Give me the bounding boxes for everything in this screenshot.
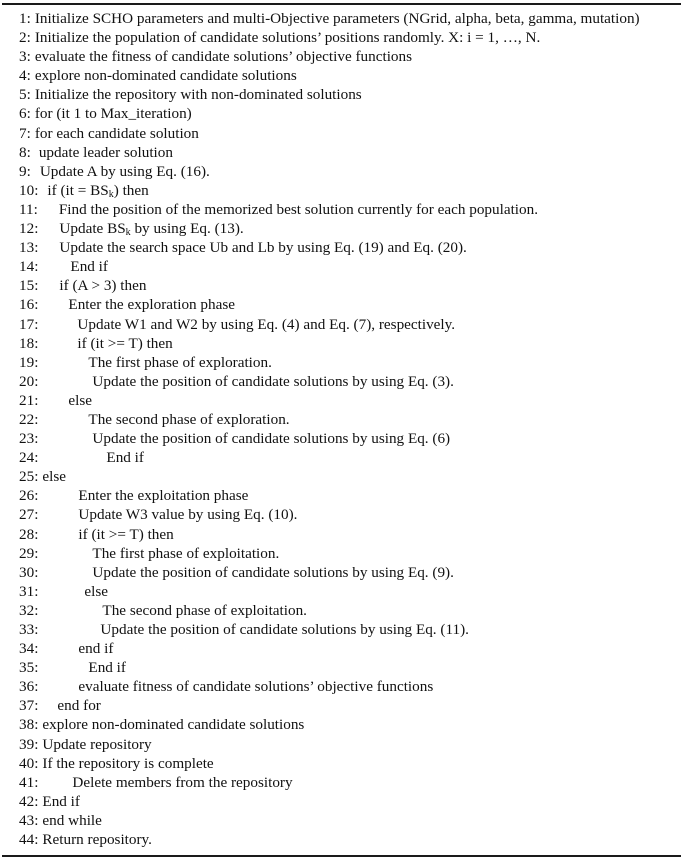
- line-statement: end for: [57, 697, 101, 715]
- algorithm-line: [19, 47, 679, 66]
- line-number: 34:: [19, 640, 39, 658]
- algorithm-line: [19, 544, 679, 563]
- line-statement: Initialize the repository with non-dominated solutions: [34, 86, 362, 104]
- line-statement: Update the position of candidate solutions by using Eq. (3).: [92, 372, 454, 390]
- line-number: 37:: [19, 697, 39, 715]
- algorithm-line: [19, 219, 679, 238]
- bottom-rule: [2, 855, 681, 857]
- algorithm-line: [19, 28, 679, 47]
- line-number: 24:: [19, 449, 39, 467]
- line-number: 3:: [19, 48, 31, 66]
- line-number: 10:: [19, 181, 39, 199]
- algorithm-line: [19, 448, 679, 467]
- line-statement: The first phase of exploration.: [88, 353, 272, 371]
- line-statement: end if: [78, 640, 114, 658]
- line-number: 7:: [19, 124, 31, 142]
- top-rule: [2, 3, 681, 5]
- line-text: [35, 86, 362, 103]
- algorithm-line: [19, 315, 679, 334]
- line-text: [78, 678, 433, 695]
- line-statement: Delete members from the repository: [72, 773, 293, 791]
- line-text: [92, 373, 454, 390]
- line-text: [59, 277, 146, 294]
- line-number: 20:: [19, 372, 39, 390]
- line-number: 18:: [19, 334, 39, 352]
- line-statement: The second phase of exploitation.: [102, 601, 307, 619]
- line-statement: Update repository: [42, 735, 152, 753]
- algorithm-line: [19, 677, 679, 696]
- line-statement: if (it >= T) then: [77, 334, 173, 352]
- line-text: [70, 258, 108, 275]
- algorithm-lines: [19, 9, 679, 849]
- line-statement: Update W1 and W2 by using Eq. (4) and Eq. (7), respectively.: [77, 315, 456, 333]
- line-number: 13:: [19, 239, 39, 257]
- line-number: 43:: [19, 811, 39, 829]
- line-number: 31:: [19, 582, 39, 600]
- line-statement: explore non-dominated candidate solutions: [34, 67, 297, 85]
- algorithm-line: [19, 792, 679, 811]
- line-statement: End if: [88, 659, 126, 677]
- line-statement: else: [84, 582, 109, 600]
- algorithm-line: [19, 754, 679, 773]
- line-number: 15:: [19, 277, 39, 295]
- line-text: [88, 354, 271, 371]
- algorithm-line: [19, 563, 679, 582]
- line-statement: evaluate the fitness of candidate solutions’ objective functions: [34, 48, 413, 66]
- line-number: 23:: [19, 430, 39, 448]
- line-number: 25:: [19, 468, 39, 486]
- line-text: [35, 67, 297, 84]
- line-text: [78, 487, 248, 504]
- line-text: [42, 468, 66, 485]
- line-text: [42, 793, 80, 810]
- algorithm-line: [19, 181, 679, 200]
- line-statement: if (A > 3) then: [59, 277, 147, 295]
- algorithm-line: [19, 276, 679, 295]
- line-statement: Update BS: [59, 220, 126, 238]
- line-number: 12:: [19, 220, 39, 238]
- line-number: 5:: [19, 86, 31, 104]
- line-number: 6:: [19, 105, 31, 123]
- line-statement: if (it = BS: [47, 181, 109, 199]
- line-number: 41:: [19, 773, 39, 791]
- algorithm-line: [19, 200, 679, 219]
- line-number: 22:: [19, 410, 39, 428]
- line-number: 19:: [19, 353, 39, 371]
- line-number: 2:: [19, 29, 31, 47]
- line-statement: Update the position of candidate solutions by using Eq. (11).: [100, 621, 469, 638]
- line-number: 26:: [19, 487, 39, 505]
- line-number: 16:: [19, 296, 39, 314]
- line-text: [84, 583, 108, 600]
- line-statement-tail: ) then: [113, 181, 149, 199]
- line-text: [77, 316, 455, 333]
- algorithm-line: [19, 124, 679, 143]
- line-statement: end while: [42, 811, 102, 829]
- algorithm-line: [19, 391, 679, 410]
- line-number: 14:: [19, 258, 39, 276]
- algorithm-line: [19, 505, 679, 524]
- algorithm-line: [19, 104, 679, 123]
- line-number: 35:: [19, 659, 39, 677]
- line-number: 29:: [19, 544, 39, 562]
- algorithm-line: [19, 467, 679, 486]
- algorithm-line: [19, 639, 679, 658]
- algorithm-line: [19, 66, 679, 85]
- algorithm-line: [19, 9, 679, 28]
- algorithm-line: [19, 162, 679, 181]
- line-text: [35, 105, 192, 122]
- line-text: [78, 640, 113, 657]
- line-number: 28:: [19, 525, 39, 543]
- line-text: [35, 125, 199, 142]
- algorithm-line: [19, 658, 679, 677]
- line-statement-tail: by using Eq. (13).: [130, 220, 244, 238]
- line-text: [40, 163, 210, 180]
- algorithm-line: [19, 830, 679, 849]
- algorithm-line: [19, 238, 679, 257]
- algorithm-line: [19, 811, 679, 830]
- line-text: [42, 736, 151, 753]
- line-text: [92, 430, 450, 447]
- line-statement: explore non-dominated candidate solutions: [42, 716, 305, 734]
- line-number: 30:: [19, 563, 39, 581]
- line-statement: update leader solution: [38, 143, 173, 161]
- line-text: [88, 659, 126, 676]
- line-number: 11:: [19, 200, 38, 218]
- algorithm-line: [19, 525, 679, 544]
- line-text: [68, 296, 235, 313]
- line-text: [100, 621, 469, 638]
- algorithm-line: [19, 582, 679, 601]
- algorithm-line: [19, 295, 679, 314]
- line-statement: Initialize the population of candidate solutions’ positions randomly. X: i = 1, …, N.: [34, 29, 541, 47]
- line-text: [42, 831, 152, 848]
- line-statement: evaluate fitness of candidate solutions’ objective functions: [78, 678, 434, 696]
- line-text: [92, 545, 279, 562]
- line-text: [59, 239, 466, 256]
- line-number: 40:: [19, 754, 39, 772]
- line-text: [92, 564, 454, 581]
- line-statement: Update W3 value by using Eq. (10).: [78, 506, 298, 524]
- line-number: 44:: [19, 831, 39, 849]
- algorithm-line: [19, 85, 679, 104]
- line-statement: The first phase of exploitation.: [92, 544, 280, 562]
- line-statement: Update the position of candidate solutions by using Eq. (9).: [92, 563, 454, 581]
- line-text: [78, 526, 173, 543]
- line-number: 36:: [19, 678, 39, 696]
- line-number: 42:: [19, 792, 39, 810]
- line-statement: for each candidate solution: [34, 124, 199, 142]
- subscript: k: [108, 188, 114, 200]
- line-number: 17:: [19, 315, 39, 333]
- line-text: [42, 716, 304, 733]
- line-statement: Update A by using Eq. (16).: [39, 162, 210, 180]
- algorithm-line: [19, 334, 679, 353]
- line-number: 8:: [19, 143, 31, 161]
- line-text: [72, 774, 292, 791]
- algorithm-line: [19, 410, 679, 429]
- subscript: k: [125, 227, 131, 239]
- line-statement: End if: [106, 449, 144, 467]
- algorithm-line: [19, 372, 679, 391]
- algorithm-line: [19, 773, 679, 792]
- algorithm-line: [19, 257, 679, 276]
- line-number: 9:: [19, 162, 31, 180]
- line-number: 27:: [19, 506, 39, 524]
- line-statement: Initialize SCHO parameters and multi-Objective parameters (NGrid, alpha, beta, gamma, mutation): [34, 10, 640, 27]
- line-text: [68, 392, 92, 409]
- line-text: [77, 335, 172, 352]
- line-statement: If the repository is complete: [42, 754, 214, 772]
- line-statement: Find the position of the memorized best solution currently for each population.: [58, 200, 538, 218]
- line-statement: Enter the exploration phase: [68, 296, 236, 314]
- line-text: [35, 48, 412, 65]
- line-text: [47, 182, 148, 199]
- line-statement: End if: [42, 792, 80, 810]
- line-text: [42, 812, 101, 829]
- line-number: 32:: [19, 601, 39, 619]
- line-number: 4:: [19, 67, 31, 85]
- algorithm-line: [19, 601, 679, 620]
- line-text: [35, 29, 540, 46]
- algorithm-line: [19, 620, 679, 639]
- line-text: [57, 697, 100, 714]
- line-number: 1:: [19, 10, 31, 27]
- algorithm-line: [19, 353, 679, 372]
- line-number: 38:: [19, 716, 39, 734]
- algorithm-line: [19, 715, 679, 734]
- line-statement: Update the position of candidate solutions by using Eq. (6): [92, 430, 451, 448]
- line-statement: Update the search space Ub and Lb by using Eq. (19) and Eq. (20).: [59, 239, 467, 257]
- line-text: [39, 144, 173, 161]
- line-number: 39:: [19, 735, 39, 753]
- line-statement: for (it 1 to Max_iteration): [34, 105, 192, 123]
- line-number: 33:: [19, 621, 39, 638]
- line-statement: Enter the exploitation phase: [78, 487, 249, 505]
- algorithm-line: [19, 429, 679, 448]
- line-text: [88, 411, 289, 428]
- line-text: [59, 201, 538, 218]
- line-number: 21:: [19, 391, 39, 409]
- algorithm-line: [19, 735, 679, 754]
- line-text: [78, 506, 297, 523]
- line-text: [106, 449, 144, 466]
- line-statement: The second phase of exploration.: [88, 410, 290, 428]
- line-text: [102, 602, 307, 619]
- line-statement: if (it >= T) then: [78, 525, 174, 543]
- line-statement: else: [42, 468, 67, 486]
- algorithm-line: [19, 143, 679, 162]
- algorithm-line: [19, 486, 679, 505]
- line-text: [59, 220, 243, 237]
- line-statement: End if: [70, 258, 108, 276]
- line-statement: Return repository.: [42, 831, 152, 849]
- algorithm-line: [19, 696, 679, 715]
- line-statement: else: [68, 391, 93, 409]
- line-text: [35, 10, 640, 27]
- line-text: [42, 755, 213, 772]
